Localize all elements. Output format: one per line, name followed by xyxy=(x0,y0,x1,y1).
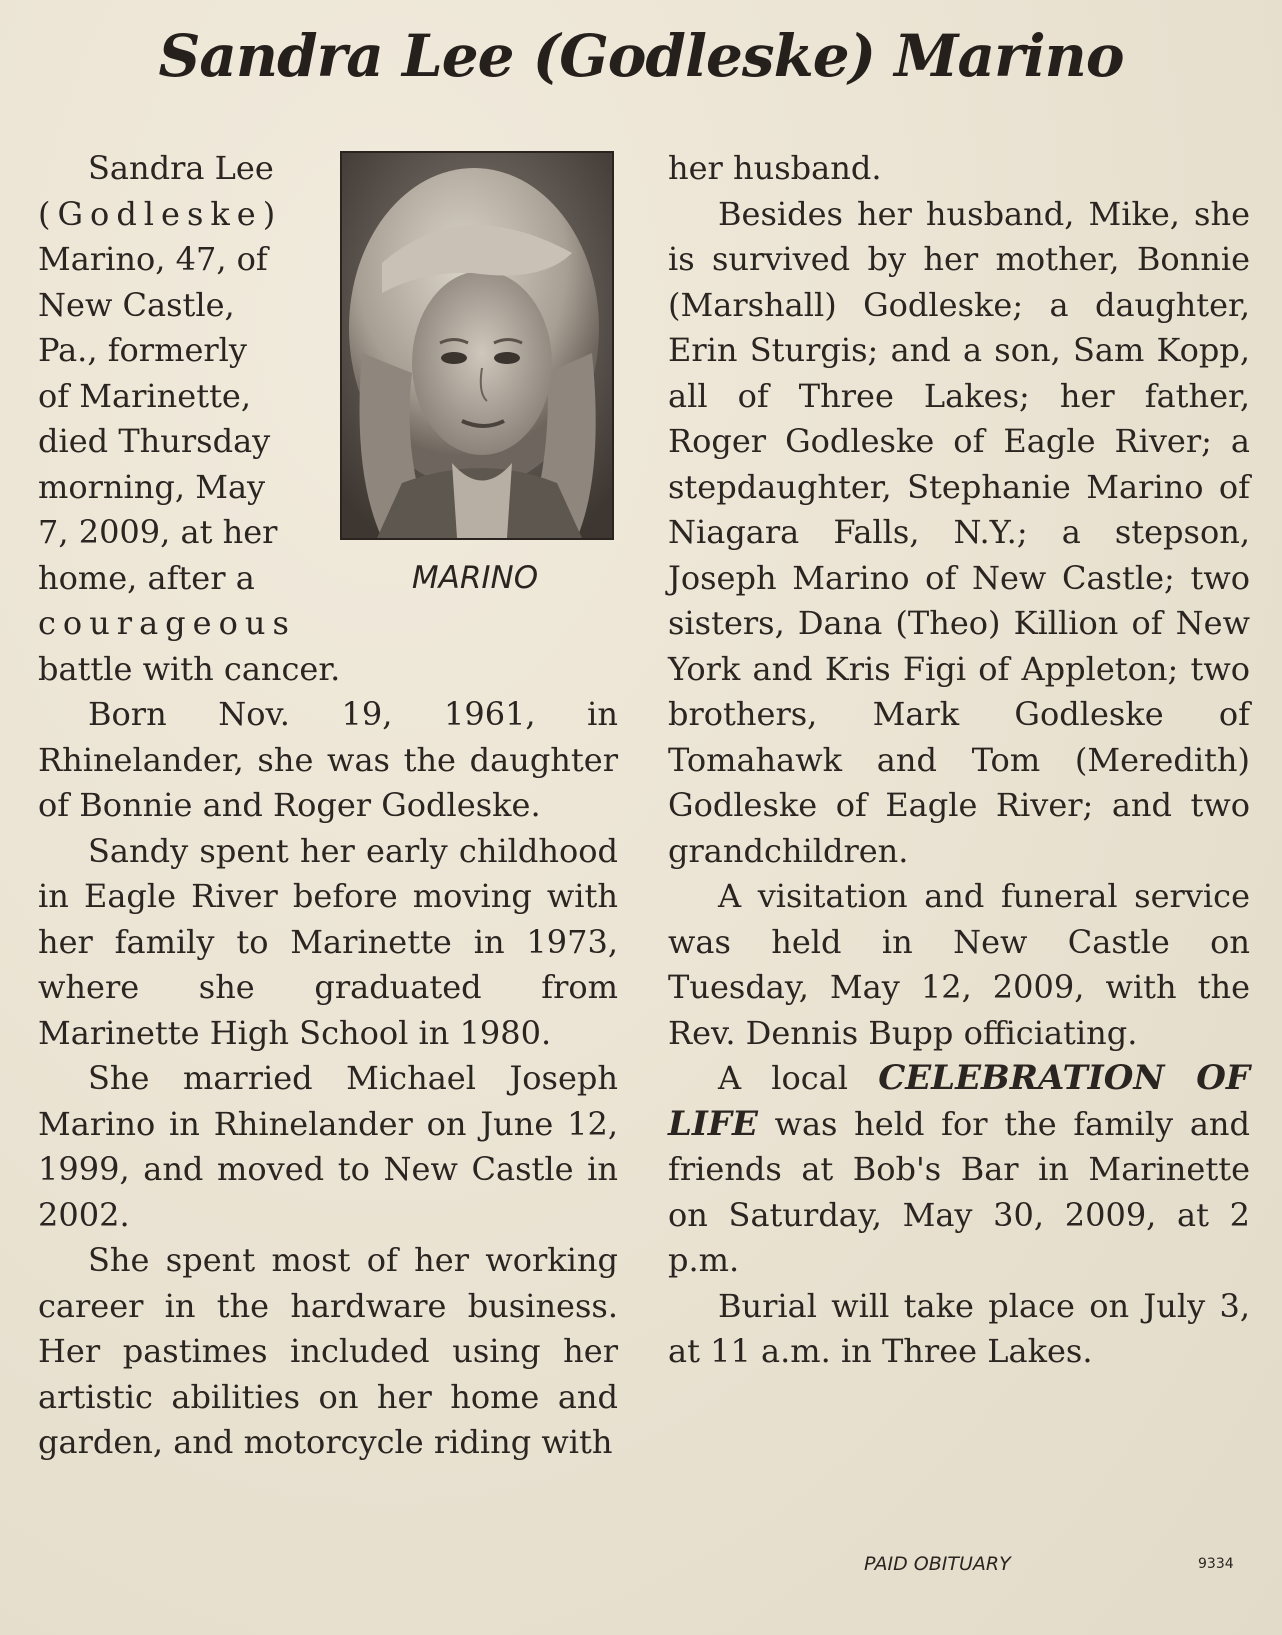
birth-paragraph: Born Nov. 19, 1961, in Rhinelander, she was the daughter of Bonnie and Roger Godleske. xyxy=(38,695,618,824)
right-column xyxy=(668,146,1250,1375)
photo-block xyxy=(332,146,618,633)
service-paragraph: A visitation and funeral service was held in New Castle on Tuesday, May 12, 2009, with the Rev. Dennis Bupp officiating. xyxy=(668,877,1250,1052)
celebration-paragraph xyxy=(668,1056,1250,1284)
intro-line: courageous xyxy=(38,604,296,642)
continued-paragraph: her husband. xyxy=(668,149,882,187)
career-paragraph: She spent most of her working career in the hardware business. Her pastimes included using her artistic abilities on her home and garden, and motorcycle riding with xyxy=(38,1241,618,1461)
intro-line: (Godleske) xyxy=(38,194,283,233)
intro-line: New Castle, xyxy=(38,285,235,324)
intro-line: home, after a xyxy=(38,558,255,597)
intro-line: Sandra Lee xyxy=(88,149,274,187)
burial-paragraph: Burial will take place on July 3, at 11 a.m. in Three Lakes. xyxy=(668,1286,1250,1370)
photo-caption: MARINO xyxy=(411,560,539,596)
portrait-photo xyxy=(340,151,614,540)
paid-obituary-label: PAID OBITUARY xyxy=(864,1553,1011,1575)
ad-code: 9334 xyxy=(1198,1556,1234,1572)
intro-line: morning, May xyxy=(38,467,266,506)
intro-line: battle with cancer. xyxy=(38,649,341,688)
survivors-paragraph: Besides her husband, Mike, she is survived by her mother, Bonnie (Marshall) Godleske; a daughter, Erin Sturgis; and a son, Sam Kopp, all of Three Lakes; her father, Roger Godleske of Eagle River; a stepdaughter, Stephanie Marino of Niagara Falls, N.Y.; a stepson, Joseph Marino of New Castle; two sisters, Dana (Theo) Killion of New York and Kris Figi of Appleton; two brothers, Mark Godleske of Tomahawk and Tom (Meredith) Godleske of Eagle River; and two grandchildren. xyxy=(668,194,1250,870)
portrait-image xyxy=(342,153,612,538)
intro-line: of Marinette, xyxy=(38,376,252,415)
celebration-pre: A local xyxy=(718,1059,879,1097)
intro-line: 7, 2009, at her xyxy=(38,513,278,551)
celebration-emphasis: CELEBRATION OF LIFE xyxy=(668,1058,1250,1144)
celebration-post: was held for the family and friends at Bob's Bar in Marinette on Saturday, May 30, 2009, at 2 p.m. xyxy=(668,1104,1250,1279)
intro-line: died Thursday xyxy=(38,422,271,460)
obituary-title: Sandra Lee (Godleske) Marino xyxy=(158,22,1124,90)
marriage-paragraph: She married Michael Joseph Marino in Rhinelander on June 12, 1999, and moved to New Castle in 2002. xyxy=(38,1059,618,1234)
intro-line: Marino, 47, of xyxy=(38,240,268,278)
intro-line: Pa., formerly xyxy=(38,331,247,369)
childhood-paragraph: Sandy spent her early childhood in Eagle River before moving with her family to Marinette in 1973, where she graduated from Marinette High School in 1980. xyxy=(38,831,618,1052)
left-column xyxy=(38,146,618,1466)
